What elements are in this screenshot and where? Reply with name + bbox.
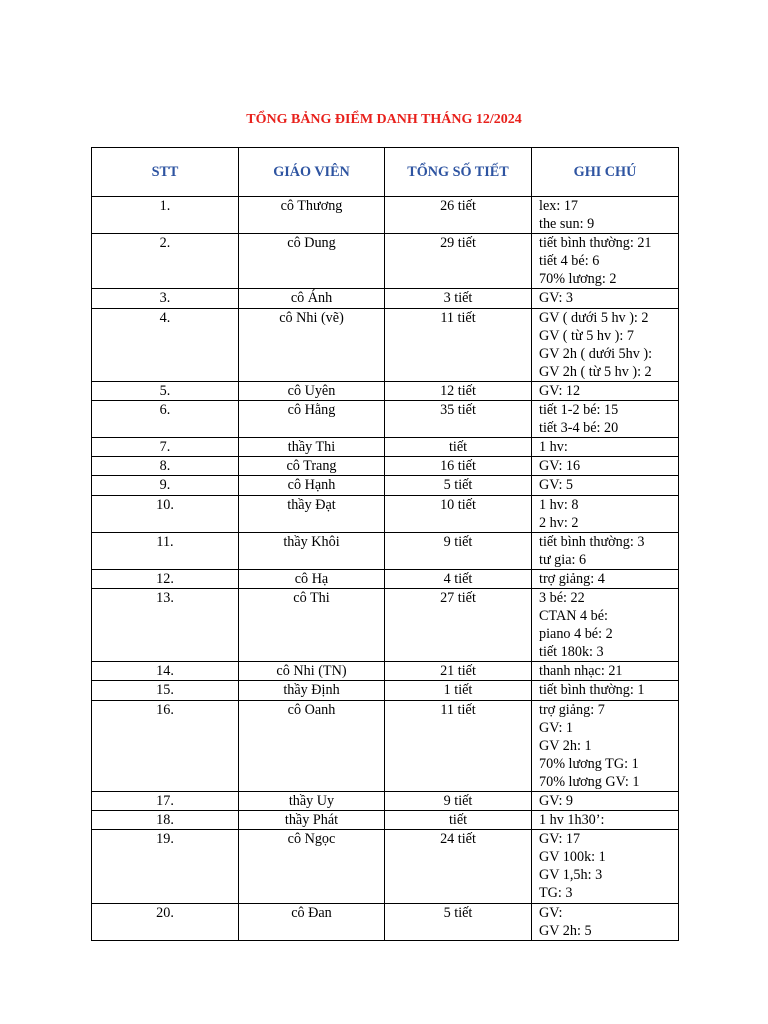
table-row: [92, 457, 679, 476]
row-stt: 4.: [92, 308, 239, 381]
note-line: trợ giảng: 7: [539, 701, 605, 718]
note-line: 1 hv: 8: [539, 496, 579, 513]
table-row: [92, 438, 679, 457]
table-row: [92, 532, 679, 569]
row-teacher: cô Nhi (vẽ): [239, 308, 385, 381]
row-total-periods: 11 tiết: [385, 700, 532, 791]
note-line: 70% lương TG: 1: [539, 755, 639, 772]
note-line: tiết bình thường: 3: [539, 533, 645, 550]
row-stt: 14.: [92, 662, 239, 681]
note-line: TG: 3: [539, 885, 573, 902]
note-line: tiết bình thường: 21: [539, 235, 652, 252]
row-stt: 18.: [92, 811, 239, 830]
table-row: [92, 289, 679, 308]
header-teacher: GIÁO VIÊN: [239, 148, 385, 197]
table-row: [92, 792, 679, 811]
note-line: GV 2h: 1: [539, 737, 592, 754]
note-line: the sun: 9: [539, 216, 595, 233]
note-line: GV:: [539, 904, 563, 921]
note-line: 3 bé: 22: [539, 589, 585, 606]
row-notes: [532, 830, 679, 903]
row-notes: [532, 495, 679, 532]
row-teacher: thầy Định: [239, 681, 385, 700]
row-notes: [532, 289, 679, 308]
row-total-periods: 9 tiết: [385, 792, 532, 811]
note-line: trợ giảng: 4: [539, 570, 605, 587]
header-row: [92, 148, 679, 197]
note-line: tiết 4 bé: 6: [539, 253, 600, 270]
row-total-periods: 9 tiết: [385, 532, 532, 569]
table-row: [92, 903, 679, 940]
row-stt: 17.: [92, 792, 239, 811]
row-stt: 3.: [92, 289, 239, 308]
table-row: [92, 681, 679, 700]
row-total-periods: 27 tiết: [385, 588, 532, 661]
table-row: [92, 495, 679, 532]
row-total-periods: 21 tiết: [385, 662, 532, 681]
row-notes: [532, 700, 679, 791]
table-row: [92, 197, 679, 234]
row-total-periods: 5 tiết: [385, 903, 532, 940]
row-teacher: cô Hạnh: [239, 476, 385, 495]
note-line: 1 hv:: [539, 439, 568, 456]
table-row: [92, 588, 679, 661]
row-teacher: cô Uyên: [239, 381, 385, 400]
row-total-periods: 3 tiết: [385, 289, 532, 308]
note-line: GV: 3: [539, 290, 574, 307]
note-line: tiết 180k: 3: [539, 644, 604, 661]
row-total-periods: 10 tiết: [385, 495, 532, 532]
row-teacher: thầy Uy: [239, 792, 385, 811]
table-row: [92, 569, 679, 588]
note-line: CTAN 4 bé:: [539, 608, 609, 625]
table-row: [92, 476, 679, 495]
row-notes: [532, 234, 679, 289]
attendance-table: [91, 147, 679, 941]
row-stt: 8.: [92, 457, 239, 476]
row-total-periods: 4 tiết: [385, 569, 532, 588]
row-total-periods: tiết: [385, 811, 532, 830]
note-line: GV 2h ( dưới 5hv ):: [539, 345, 653, 362]
note-line: 1 hv 1h30’:: [539, 812, 605, 829]
row-notes: [532, 811, 679, 830]
row-notes: [532, 903, 679, 940]
note-line: GV: 9: [539, 793, 574, 809]
row-total-periods: 1 tiết: [385, 681, 532, 700]
header-stt: STT: [92, 148, 239, 197]
table-row: [92, 811, 679, 830]
row-teacher: cô Hạ: [239, 569, 385, 588]
table-row: [92, 700, 679, 791]
row-teacher: cô Oanh: [239, 700, 385, 791]
note-line: GV: 16: [539, 458, 581, 475]
row-stt: 20.: [92, 903, 239, 940]
row-teacher: cô Nhi (TN): [239, 662, 385, 681]
row-total-periods: tiết: [385, 438, 532, 457]
row-stt: 15.: [92, 681, 239, 700]
note-line: GV: 1: [539, 719, 574, 736]
row-notes: [532, 438, 679, 457]
note-line: GV ( dưới 5 hv ): 2: [539, 309, 649, 326]
note-line: GV: 17: [539, 831, 581, 848]
row-notes: [532, 532, 679, 569]
note-line: GV 100k: 1: [539, 849, 606, 866]
row-teacher: cô Dung: [239, 234, 385, 289]
row-notes: [532, 476, 679, 495]
table-row: [92, 662, 679, 681]
header-total-periods: TỔNG SỐ TIẾT: [385, 148, 532, 197]
note-line: GV 2h: 5: [539, 922, 592, 939]
row-stt: 16.: [92, 700, 239, 791]
row-notes: [532, 588, 679, 661]
row-teacher: cô Trang: [239, 457, 385, 476]
row-teacher: thầy Đạt: [239, 495, 385, 532]
row-teacher: cô Đan: [239, 903, 385, 940]
table-row: [92, 830, 679, 903]
row-notes: [532, 457, 679, 476]
row-stt: 5.: [92, 381, 239, 400]
row-stt: 9.: [92, 476, 239, 495]
note-line: lex: 17: [539, 198, 579, 214]
note-line: 70% lương GV: 1: [539, 773, 640, 790]
row-stt: 10.: [92, 495, 239, 532]
row-total-periods: 11 tiết: [385, 308, 532, 381]
note-line: GV: 5: [539, 477, 574, 494]
row-total-periods: 35 tiết: [385, 401, 532, 438]
row-stt: 1.: [92, 197, 239, 234]
note-line: tiết bình thường: 1: [539, 682, 645, 699]
row-total-periods: 12 tiết: [385, 381, 532, 400]
row-teacher: cô Thương: [239, 197, 385, 234]
note-line: 70% lương: 2: [539, 271, 617, 288]
row-total-periods: 16 tiết: [385, 457, 532, 476]
row-stt: 13.: [92, 588, 239, 661]
row-total-periods: 26 tiết: [385, 197, 532, 234]
table-row: [92, 381, 679, 400]
note-line: thanh nhạc: 21: [539, 663, 623, 680]
note-line: 2 hv: 2: [539, 514, 579, 531]
row-teacher: thầy Thi: [239, 438, 385, 457]
table-row: [92, 308, 679, 381]
row-stt: 7.: [92, 438, 239, 457]
row-total-periods: 24 tiết: [385, 830, 532, 903]
row-teacher: cô Ngọc: [239, 830, 385, 903]
header-notes: GHI CHÚ: [532, 148, 679, 197]
row-stt: 11.: [92, 532, 239, 569]
row-notes: [532, 308, 679, 381]
note-line: GV: 12: [539, 382, 581, 399]
row-notes: [532, 792, 679, 811]
row-notes: [532, 401, 679, 438]
note-line: tư gia: 6: [539, 551, 587, 568]
note-line: GV 1,5h: 3: [539, 867, 603, 884]
table-body: [92, 197, 679, 941]
note-line: tiết 1-2 bé: 15: [539, 402, 619, 419]
row-teacher: thầy Khôi: [239, 532, 385, 569]
note-line: GV ( từ 5 hv ): 7: [539, 327, 634, 344]
row-total-periods: 29 tiết: [385, 234, 532, 289]
row-stt: 12.: [92, 569, 239, 588]
note-line: tiết 3-4 bé: 20: [539, 420, 619, 437]
row-teacher: thầy Phát: [239, 811, 385, 830]
note-line: GV 2h ( từ 5 hv ): 2: [539, 363, 652, 380]
row-stt: 6.: [92, 401, 239, 438]
row-notes: [532, 681, 679, 700]
row-teacher: cô Hằng: [239, 401, 385, 438]
row-notes: [532, 662, 679, 681]
note-line: piano 4 bé: 2: [539, 626, 613, 643]
page-title: TỔNG BẢNG ĐIỂM DANH THÁNG 12/2024: [246, 112, 522, 127]
row-total-periods: 5 tiết: [385, 476, 532, 495]
row-stt: 19.: [92, 830, 239, 903]
row-teacher: cô Ánh: [239, 289, 385, 308]
row-stt: 2.: [92, 234, 239, 289]
table-row: [92, 234, 679, 289]
row-notes: [532, 381, 679, 400]
row-notes: [532, 569, 679, 588]
row-notes: [532, 197, 679, 234]
table-row: [92, 401, 679, 438]
row-teacher: cô Thi: [239, 588, 385, 661]
